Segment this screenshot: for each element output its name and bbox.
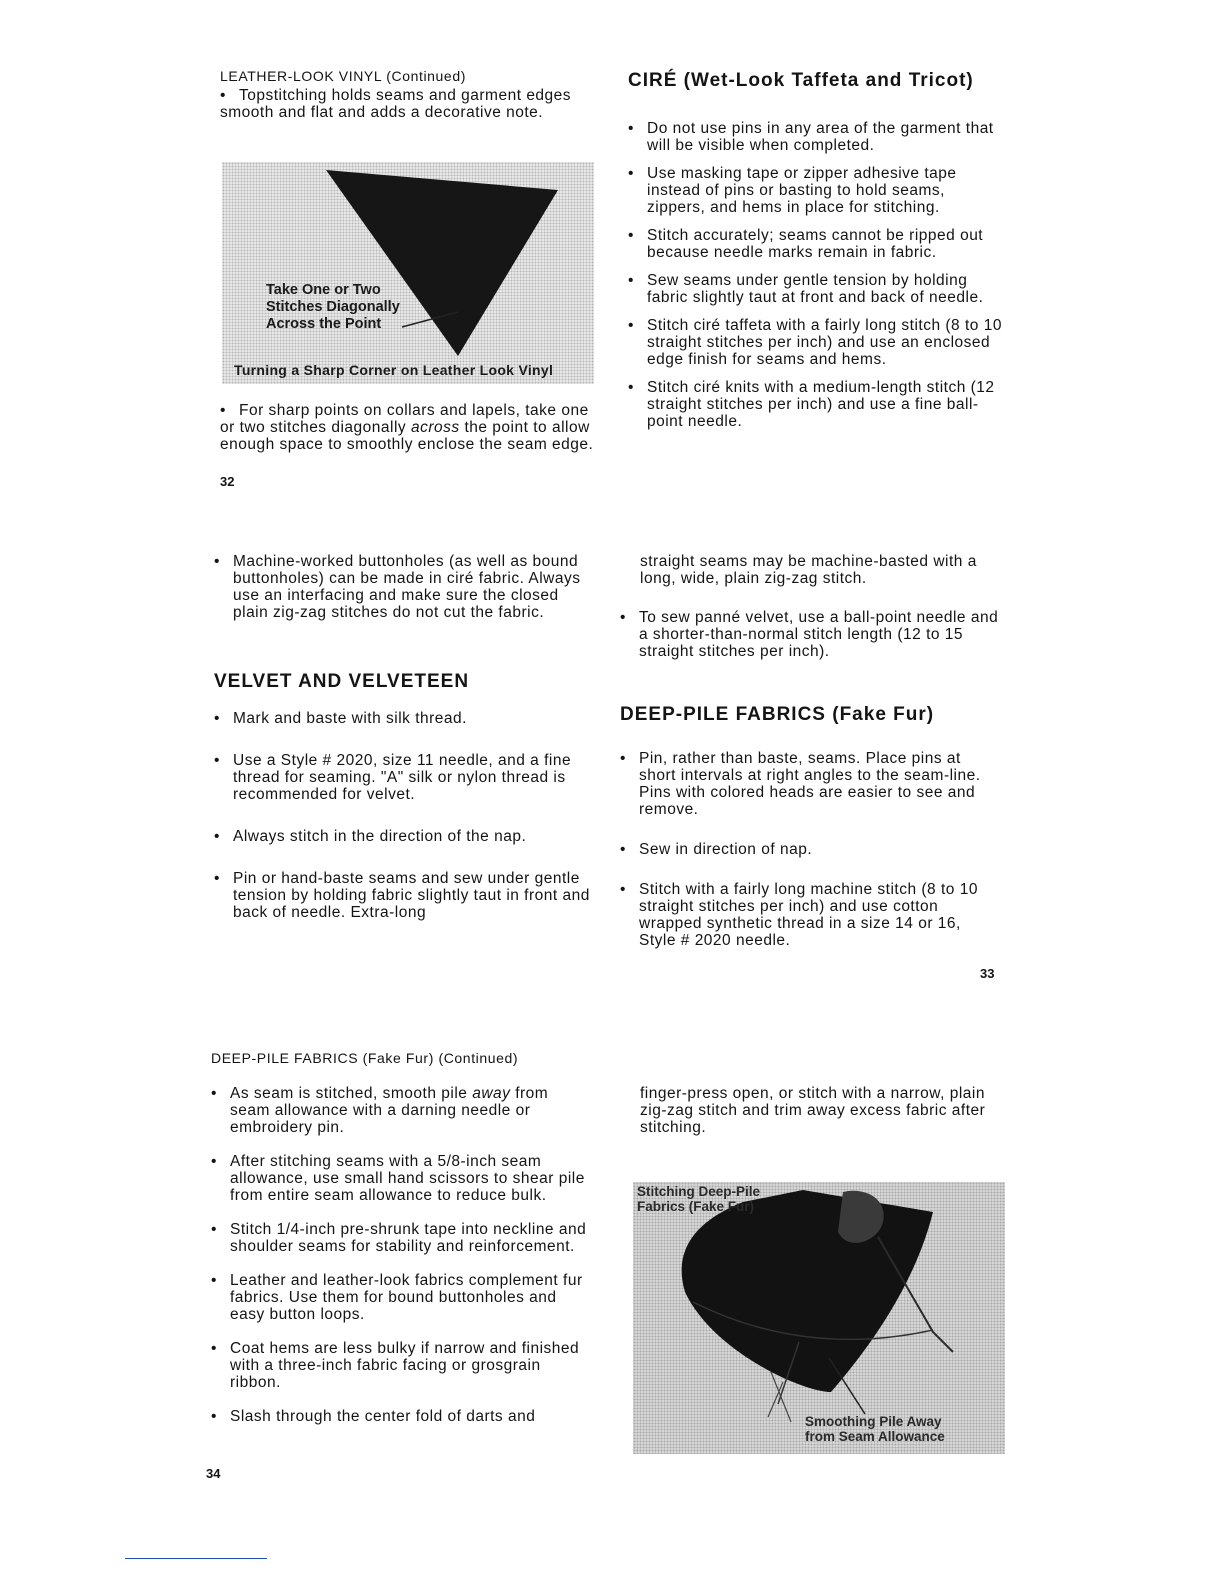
velvet-list xyxy=(214,710,594,921)
list-item xyxy=(220,402,602,453)
bottom-label-line: Smoothing Pile Away xyxy=(805,1414,942,1429)
list-item: • Sew in direction of nap. xyxy=(620,841,1002,858)
page-number-34: 34 xyxy=(206,1466,221,1481)
velvet-continuation: straight seams may be machine-basted with a long, wide, plain zig-zag stitch. xyxy=(640,553,977,587)
list-item: • Machine-worked buttonholes (as well as bound buttonholes) can be made in ciré fabric. Always use an interfacing and make sure the closed plain zig-zag stitches do not cut the fabric. xyxy=(214,553,594,621)
list-item xyxy=(211,1085,591,1136)
page33-left-column xyxy=(214,553,594,921)
top-label-line: Fabrics (Fake Fur) xyxy=(637,1199,755,1214)
sharp-points-text-2: the point to allow enough space to smoothly enclose the seam edge. xyxy=(220,419,594,453)
list-item: • Always stitch in the direction of the nap. xyxy=(214,828,594,845)
deep-pile-stitching-figure xyxy=(633,1182,1005,1454)
list-item: • Use a Style # 2020, size 11 needle, and a fine thread for seaming. "A" silk or nylon thread is recommended for velvet. xyxy=(214,752,594,803)
smooth-pile-text-1: As seam is stitched, smooth pile xyxy=(230,1085,473,1102)
figure-top-label xyxy=(637,1184,760,1214)
sharp-points-list xyxy=(220,402,602,453)
deep-pile-heading: DEEP-PILE FABRICS (Fake Fur) xyxy=(620,704,935,725)
footer-divider-line xyxy=(125,1558,267,1559)
deep-pile-list xyxy=(620,750,1002,949)
list-item: • Do not use pins in any area of the garment that will be visible when completed. xyxy=(628,120,1008,154)
velvet-heading: VELVET AND VELVETEEN xyxy=(214,671,470,692)
list-item: • Stitch 1/4-inch pre-shrunk tape into neckline and shoulder seams for stability and reinforcement. xyxy=(211,1221,591,1255)
list-item: • To sew panné velvet, use a ball-point needle and a shorter-than-normal stitch length (12 to 15 straight stitches per inch). xyxy=(620,609,1002,660)
smooth-pile-text-2: from seam allowance with a darning needle or embroidery pin. xyxy=(230,1085,549,1136)
deep-pile-continued-list xyxy=(211,1085,591,1425)
page33-right-column xyxy=(620,553,1002,949)
sharp-points-text-1: For sharp points on collars and lapels, take one or two stitches diagonally xyxy=(220,402,589,436)
annotation-line: Across the Point xyxy=(266,316,382,332)
list-item: • Use masking tape or zipper adhesive tape instead of pins or basting to hold seams, zippers, and hems in place for stitching. xyxy=(628,165,1008,216)
list-item: • Coat hems are less bulky if narrow and finished with a three-inch fabric facing or grosgrain ribbon. xyxy=(211,1340,591,1391)
bottom-label-line: from Seam Allowance xyxy=(805,1429,945,1444)
top-label-line: Stitching Deep-Pile xyxy=(637,1184,761,1199)
list-item: • Stitch ciré taffeta with a fairly long stitch (8 to 10 straight stitches per inch) and use an enclosed edge finish for seams and hems. xyxy=(628,317,1008,368)
list-item: • After stitching seams with a 5/8-inch seam allowance, use small hand scissors to shear pile from entire seam allowance to reduce bulk. xyxy=(211,1153,591,1204)
cire-list xyxy=(628,120,1008,430)
dart-continuation: finger-press open, or stitch with a narrow, plain zig-zag stitch and trim away excess fabric after stitching. xyxy=(640,1085,986,1136)
topstitching-bullet-text: Topstitching holds seams and garment edges smooth and flat and adds a decorative note. xyxy=(220,87,572,121)
page34-left-column xyxy=(211,1085,591,1425)
page-number-32: 32 xyxy=(220,474,235,489)
leather-vinyl-continued-heading: LEATHER-LOOK VINYL (Continued) xyxy=(220,68,466,84)
list-item: • Stitch with a fairly long machine stitch (8 to 10 straight stitches per inch) and use cotton wrapped synthetic thread in a size 14 or 16, Style # 2020 needle. xyxy=(620,881,1002,949)
list-item: • Sew seams under gentle tension by holding fabric slightly taut at front and back of needle. xyxy=(628,272,1008,306)
page32-left-column xyxy=(220,68,602,121)
deep-pile-continued-heading: DEEP-PILE FABRICS (Fake Fur) (Continued) xyxy=(211,1050,519,1066)
leather-corner-illustration xyxy=(222,162,594,384)
sharp-points-emphasis: across xyxy=(410,419,460,436)
page-number-33: 33 xyxy=(980,966,995,981)
cire-heading: CIRÉ (Wet-Look Taffeta and Tricot) xyxy=(628,70,974,91)
cire-section xyxy=(628,70,1008,430)
smooth-pile-emphasis: away xyxy=(472,1085,511,1102)
list-item: • Stitch accurately; seams cannot be ripped out because needle marks remain in fabric. xyxy=(628,227,1008,261)
list-item: • Leather and leather-look fabrics complement fur fabrics. Use them for bound buttonholes and easy button loops. xyxy=(211,1272,591,1323)
list-item xyxy=(220,87,602,121)
list-item: • Pin or hand-baste seams and sew under gentle tension by holding fabric slightly taut in front and back of needle. Extra-long xyxy=(214,870,594,921)
buttonhole-list xyxy=(214,553,594,621)
annotation-line: Stitches Diagonally xyxy=(266,299,400,315)
panne-list xyxy=(620,609,1002,660)
annotation-line: Take One or Two xyxy=(266,282,381,298)
figure-annotation xyxy=(266,282,400,333)
list-item: • Pin, rather than baste, seams. Place pins at short intervals at right angles to the seam-line. Pins with colored heads are easier to see and remove. xyxy=(620,750,1002,818)
list-item: • Mark and baste with silk thread. xyxy=(214,710,594,727)
list-item: • Slash through the center fold of darts and xyxy=(211,1408,591,1425)
page34-right-column xyxy=(640,1085,1002,1136)
page32-left-bottom xyxy=(220,402,602,453)
figure-bottom-label xyxy=(805,1414,945,1444)
list-item: • Stitch ciré knits with a medium-length stitch (12 straight stitches per inch) and use a fine ball-point needle. xyxy=(628,379,1008,430)
leather-vinyl-corner-figure xyxy=(222,162,594,384)
fur-fabric-shape xyxy=(682,1190,933,1392)
leather-vinyl-intro-list xyxy=(220,87,602,121)
figure-caption: Turning a Sharp Corner on Leather Look Vinyl xyxy=(234,362,554,378)
